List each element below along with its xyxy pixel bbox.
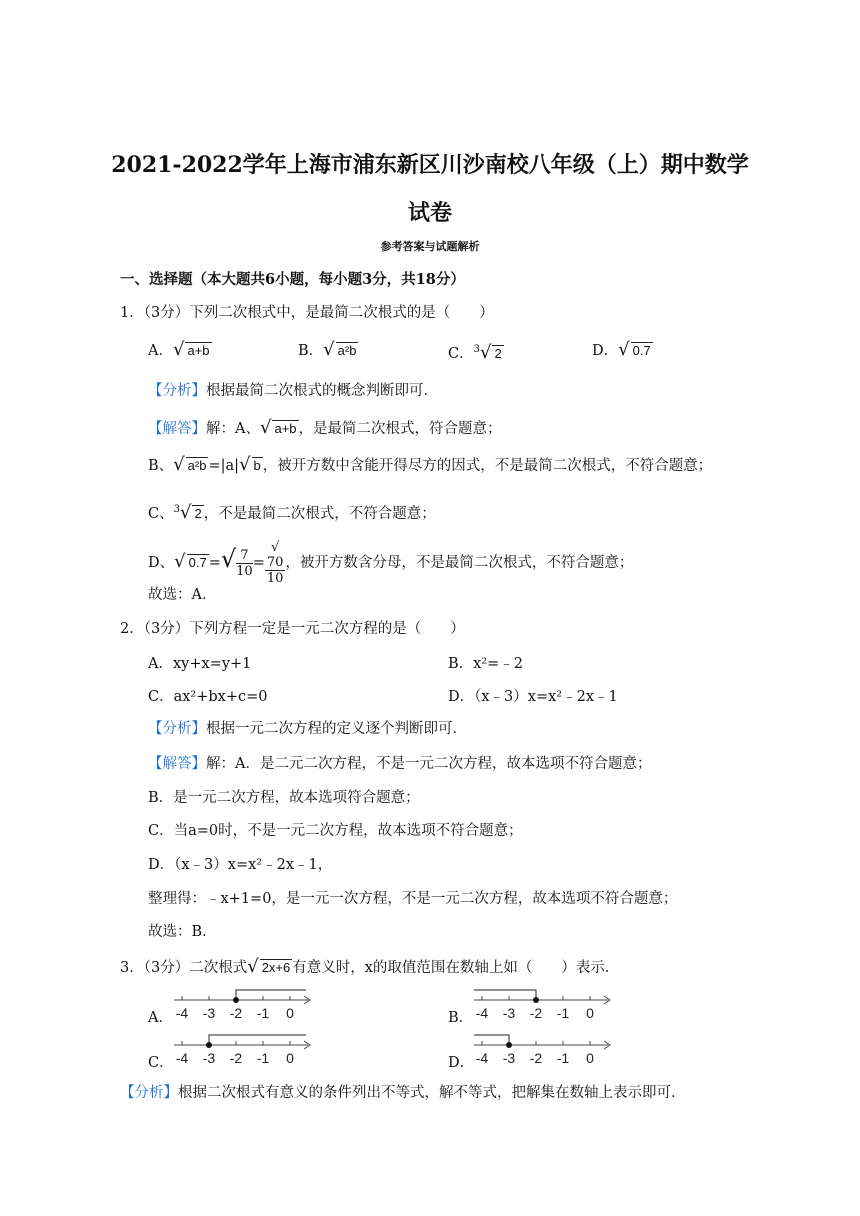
q2-answer-line1: 【解答】解：A．是二元二次方程，不是一元二次方程，故本选项不符合题意； [148, 756, 652, 772]
q2-answer-line2: B．是一元二次方程，故本选项符合题意； [148, 790, 420, 806]
q1-option-a: A．√ a+b [148, 339, 210, 360]
q1-answer-a: 【解答】解：A、√ a+b ，是最简二次根式，符合题意； [148, 417, 502, 438]
q2-answer-line3: C．当a=0时，不是一元二次方程，故本选项不符合题意； [148, 823, 523, 839]
q3-option-a-label: A． [148, 1010, 173, 1026]
tick-label: -4 [175, 1005, 189, 1021]
tick-label: -2 [529, 1050, 543, 1066]
q1-answer-d: D、√ 0.7 =√ $\frac{7}{10}$ = √ 70 10 ，被开方数含分母，不是最简二次根式，不符合题意； [148, 540, 634, 586]
q3-numberline-a [170, 986, 320, 1022]
tick-label: 0 [286, 1005, 294, 1021]
q1-answer-b: B、√ a²b =|a|√ b ，被开方数中含能开得尽方的因式，不是最简二次根式，不符合题意； [148, 454, 713, 475]
tick-label: 0 [586, 1050, 594, 1066]
q3-numberline-d [470, 1031, 620, 1067]
q1-option-c: C．$^3$√ 2 [448, 341, 502, 363]
q2-answer-line4: D．（x﹣3）x=x²﹣2x﹣1， [148, 857, 333, 873]
q2-choose: 故选：B． [148, 924, 217, 940]
tick-label: -3 [502, 1005, 516, 1021]
q3-stem: 3．（3分）二次根式√ 2x+6 有意义时，x的取值范围在数轴上如（ ）表示． [120, 956, 620, 977]
tick-label: 0 [286, 1050, 294, 1066]
tick-label: 0 [586, 1005, 594, 1021]
q1-option-d: D．√ 0.7 [592, 339, 651, 360]
tick-label: -2 [229, 1050, 243, 1066]
q3-numberline-b [470, 986, 620, 1022]
q3-option-d-label: D． [448, 1055, 475, 1071]
tick-label: -1 [556, 1005, 570, 1021]
q1-analysis: 【分析】根据最简二次根式的概念判断即可． [148, 383, 438, 399]
q2-option-c: C．ax²+bx+c=0 [148, 689, 268, 705]
q2-stem: 2．（3分）下列方程一定是一元二次方程的是（ ） [120, 621, 465, 637]
tick-label: -3 [202, 1050, 216, 1066]
q2-option-b: B．x²=﹣2 [448, 656, 524, 672]
tick-label: -1 [256, 1050, 270, 1066]
q2-option-a: A．xy+x=y+1 [148, 656, 252, 672]
q3-option-b-label: B． [448, 1010, 474, 1026]
q2-analysis: 【分析】根据一元二次方程的定义逐个判断即可． [148, 721, 467, 737]
q2-answer-line5: 整理得：﹣x+1=0，是一元一次方程，不是一元二次方程，故本选项不符合题意； [148, 891, 678, 907]
section-heading: 一、选择题（本大题共6小题，每小题3分，共18分） [120, 271, 465, 288]
tick-label: -4 [475, 1050, 489, 1066]
tick-label: -2 [529, 1005, 543, 1021]
document-title-line1: 2021-2022学年上海市浦东新区川沙南校八年级（上）期中数学 [111, 152, 749, 178]
document-title-line2: 试卷 [407, 200, 452, 226]
tick-label: -3 [502, 1050, 516, 1066]
tick-label: -3 [202, 1005, 216, 1021]
q1-option-b: B．√ a²b [298, 339, 357, 360]
document-subtitle: 参考答案与试题解析 [380, 240, 480, 253]
q3-numberline-c [170, 1031, 320, 1067]
tick-label: -4 [475, 1005, 489, 1021]
tick-label: -2 [229, 1005, 243, 1021]
tick-label: -1 [256, 1005, 270, 1021]
q3-analysis: 【分析】根据二次根式有意义的条件列出不等式，解不等式，把解集在数轴上表示即可． [120, 1085, 686, 1101]
q2-option-d: D．（x﹣3）x=x²﹣2x﹣1 [448, 689, 618, 705]
q1-choose: 故选：A． [148, 587, 217, 603]
tick-label: -1 [556, 1050, 570, 1066]
q1-answer-c: C、$^3$√ 2 ，不是最简二次根式，不符合题意； [148, 501, 436, 523]
q1-stem: 1．（3分）下列二次根式中，是最简二次根式的是（ ） [120, 305, 494, 321]
tick-label: -4 [175, 1050, 189, 1066]
q3-option-c-label: C． [148, 1055, 174, 1071]
